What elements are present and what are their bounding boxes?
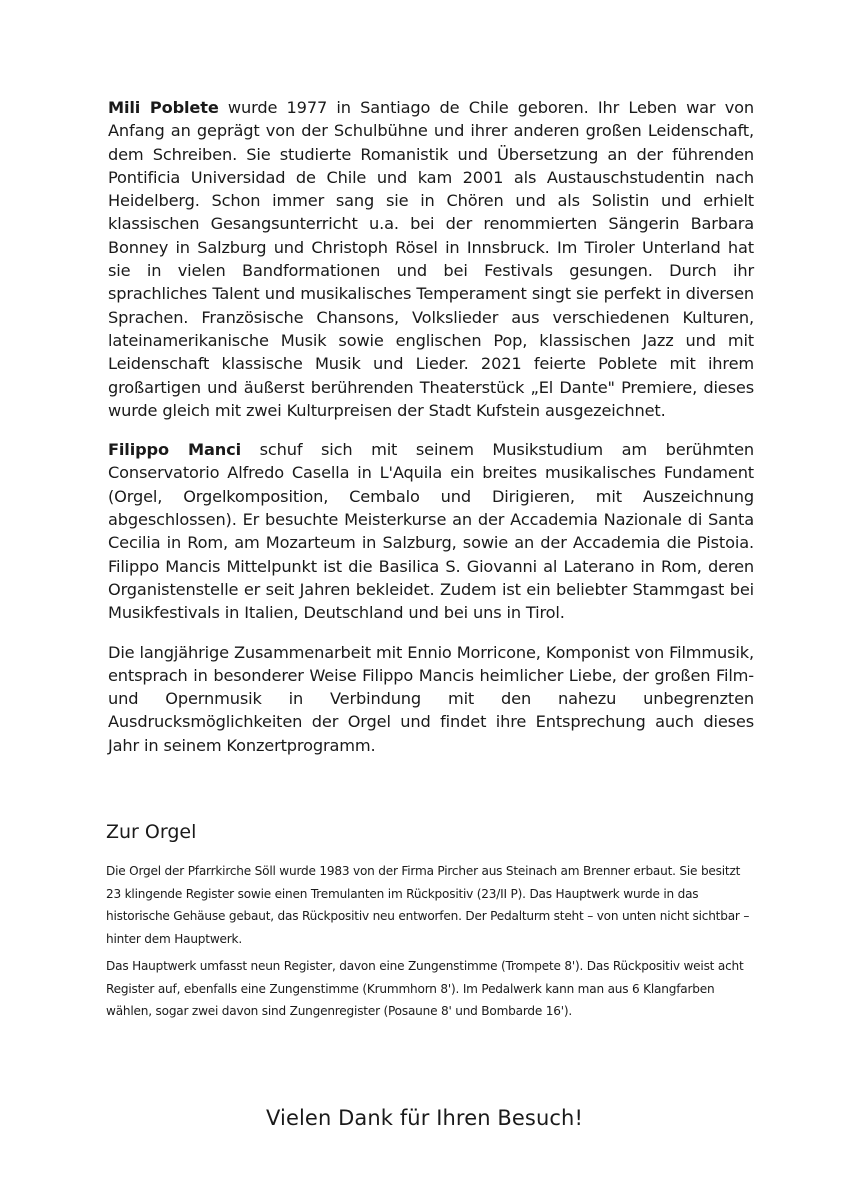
organ-heading: Zur Orgel bbox=[106, 821, 197, 843]
bio-name: Filippo Manci bbox=[108, 440, 241, 460]
bio-text: wurde 1977 in Santiago de Chile geboren. Ihr Leben war von Anfang an geprägt von der Schulbühne und ihrer anderen großen Leidenschaft, dem Schreiben. Sie studierte Romanistik und Übersetzung an der führenden Pontificia Universidad de Chile und kam 2001 als Austauschstudentin nach Heidelberg. Schon immer sang sie in Chören und als Solistin und erhielt klassischen Gesangsunterricht u.a. bei der renommierten Sängerin Barbara Bonney in Salzburg und Christoph Rösel in Innsbruck. Im Tiroler Unterland hat sie in vielen Bandformationen und bei Festivals gesungen. Durch ihr sprachliches Talent und musikalisches Temperament singt sie perfekt in diversen Sprachen. Französische Chansons, Volkslieder aus verschiedenen Kulturen, lateinamerikanische Musik sowie englischen Pop, klassischen Jazz und mit Leidenschaft klassische Musik und Lieder. 2021 feierte Poblete mit ihrem großartigen und äußerst berührenden Theaterstück „El Dante" Premiere, dieses wurde gleich mit zwei Kulturpreisen der Stadt Kufstein ausgezeichnet. bbox=[108, 98, 754, 420]
bio-filippo-manci bbox=[108, 438, 754, 624]
organ-paragraph-1: Die Orgel der Pfarrkirche Söll wurde 1983 von der Firma Pircher aus Steinach am Brenner erbaut. Sie besitzt 23 klingende Register sowie einen Tremulanten im Rückpositiv (23/II P). Das Hauptwerk wurde in das historische Gehäuse gebaut, das Rückpositiv neu entworfen. Der Pedalturm steht – von unten nicht sichtbar – hinter dem Hauptwerk. bbox=[106, 864, 750, 946]
bio-name: Mili Poblete bbox=[108, 98, 219, 117]
thanks-line: Vielen Dank für Ihren Besuch! bbox=[266, 1106, 583, 1130]
bio-text: schuf sich mit seinem Musikstudium am berühmten Conservatorio Alfredo Casella in L'Aquila ein breites musikalisches Fundament (Orgel, Orgelkomposition, Cembalo und Dirigieren, mit Auszeichnung abgeschlossen). Er besuchte Meisterkurse an der Accademia Nazionale di Santa Cecilia in Rom, am Mozarteum in Salzburg, sowie an der Accademia die Pistoia. Filippo Mancis Mittelpunkt ist die Basilica S. Giovanni al Laterano in Rom, deren Organistenstelle er seit Jahren bekleidet. Zudem ist ein beliebter Stammgast bei Musikfestivals in Italien, Deutschland und bei uns in Tirol. bbox=[108, 440, 754, 623]
bio-mili-poblete bbox=[108, 96, 754, 422]
document-body bbox=[106, 96, 754, 1018]
organ-paragraph-2: Das Hauptwerk umfasst neun Register, davon eine Zungenstimme (Trompete 8'). Das Rückpositiv weist acht Register auf, ebenfalls eine Zungenstimme (Krummhorn 8'). Im Pedalwerk kann man aus 6 Klangfarben wählen, sogar zwei davon sind Zungenregister (Posaune 8' und Bombarde 16'). bbox=[106, 959, 744, 1018]
bio-morricone: Die langjährige Zusammenarbeit mit Ennio Morricone, Komponist von Filmmusik, entsprach in besonderer Weise Filippo Mancis heimlicher Liebe, der großen Film- und Opernmusik in Verbindung mit den nahezu unbegrenzten Ausdrucksmöglichkeiten der Orgel und findet ihre Entsprechung auch dieses Jahr in seinem Konzertprogramm. bbox=[108, 642, 754, 755]
